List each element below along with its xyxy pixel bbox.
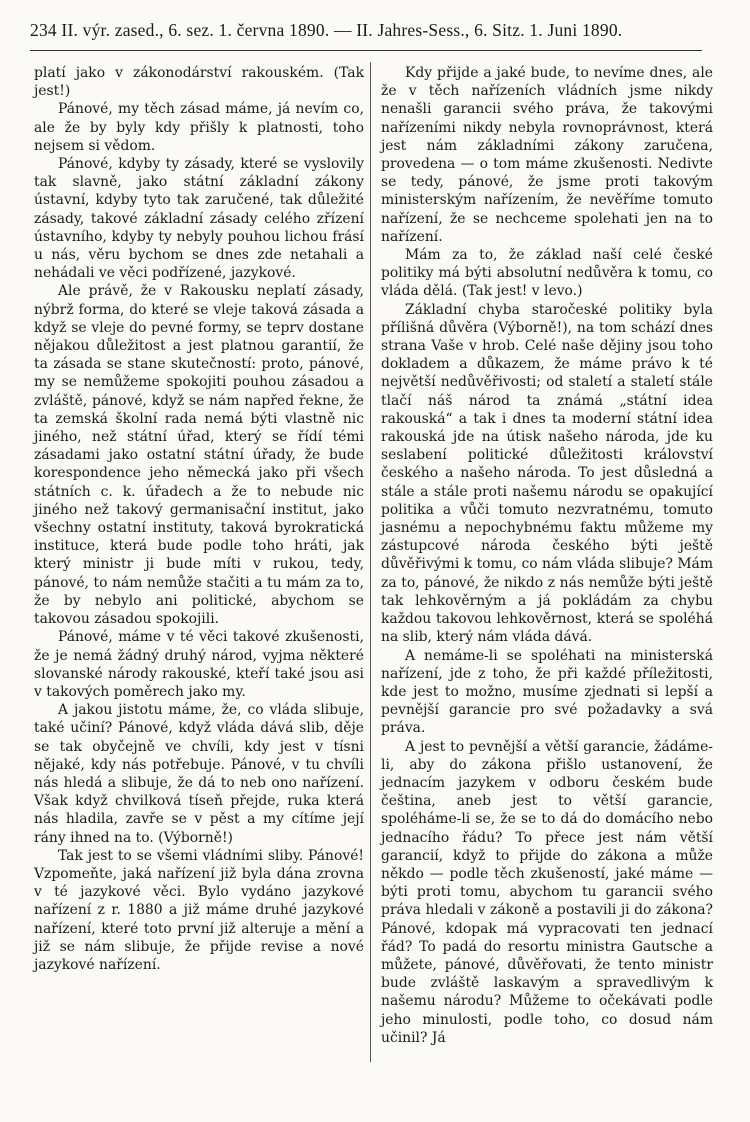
paragraph: A nemáme-li se spoléhati na ministerská nařízení, jde z toho, že při každé příležitosti, kde jest to možno, musíme zjednati si lepší a pevnější garancie pro své požadavky a svá práva. [381, 647, 713, 737]
paragraph: Mám za to, že základ naší celé české politiky má býti absolutní nedůvěra k tomu, co vláda dělá. (Tak jest! v levo.) [381, 247, 713, 300]
column-divider [370, 62, 371, 1062]
paragraph: A jakou jistotu máme, že, co vláda slibuje, také učiní? Pánové, když vláda dává slib, děje se tak obyčejně ve chvíli, kdy jest v tísni nějaké, kdy nás potřebuje. Pánové, v tu chvíli nás hledá a slibuje, že dá to neb ono nařízení. Však když chvilková tíseň přejde, ruka která nás hladila, zavře se v pěst a my cítíme její rány ihned na to. (Výborně!) [34, 702, 364, 846]
left-column [34, 64, 364, 974]
header-rule [30, 50, 702, 51]
paragraph: A jest to pevnější a větší garancie, žádáme-li, aby do zákona přišlo ustanovení, že jednacím jazykem v odboru českém bude čeština, aneb jest to větší garancie, spoléháme-li se, že se to dá do domácího nebo jednacího řádu? To přece jest nám větší garancií, když to přijde do zákona a může někdo — podle těch zkušeností, jaké máme — býti proti tomu, abychom tu garancii svého práva hledali v zákoně a postavili ji do zákona? Pánové, kdopak má vypracovati ten jednací řád? To padá do resortu ministra Gautsche a můžete, pánové, důvěřovati, že tento ministr bude zvláště laskavým a spravedlivým k našemu národu? Můžeme to očekávati podle jeho minulosti, podle toho, co dosud nám učinil? Já [381, 738, 713, 1046]
paragraph: platí jako v zákonodárství rakouském. (Tak jest!) [34, 65, 364, 100]
paragraph: Kdy přijde a jaké bude, to nevíme dnes, ale že v těch nařízeních vládních jsme nikdy nenašli garancii svého práva, že takovými nařízeními nikdy nebyla rovnoprávnost, která jest nám základními zákony zaručena, provedena — o tom máme zkušenosti. Nedivte se tedy, pánové, že jsme proti takovým ministerským nařízením, že nevěříme tomuto nařízení, že se nechceme spolehati jen na to nařízení. [381, 65, 713, 245]
paragraph: Pánové, my těch zásad máme, já nevím co, ale že by byly kdy přišly k platnosti, toho nejsem si vědom. [34, 101, 364, 154]
paragraph: Ale právě, že v Rakousku neplatí zásady, nýbrž forma, do které se vleje taková zásada a když se vleje do pevné formy, se teprv dostane nějakou důležitost a jest platnou garantií, že ta zásada se stane skutečností: proto, pánové, my se nemůžeme spokojiti pouhou zásadou a zvláště, pánové, když se nám napřed řekne, že ta zemská školní rada nemá býti vlastně nic jiného, než státní úřad, který se řídí témi zásadami jako ostatní státní úřady, že bude korespondence jeho německá jako při všech státních c. k. úřadech a že to nebude nic jiného než takový germanisační institut, jako všechny ostatní instituty, taková byrokratická instituce, která bude podle toho hráti, jak který ministr ji bude míti v rukou, tedy, pánové, to nám nemůže stačiti a tu mám za to, že by nebylo ani politické, abychom se takovou zásadou spokojili. [34, 283, 364, 628]
paragraph: Pánové, máme v té věci takové zkušenosti, že je nemá žádný druhý národ, vyjma některé slovanské národy rakouské, kteří také jsou asi v takových poměrech jako my. [34, 629, 364, 700]
page-header: 234 II. výr. zased., 6. sez. 1. června 1890. — II. Jahres-Sess., 6. Sitz. 1. Juni 1890. [30, 20, 623, 40]
right-column [381, 64, 713, 1047]
paragraph: Pánové, kdyby ty zásady, které se vyslovily tak slavně, jako státní základní zákony ústavní, kdyby tyto tak zaručené, tak důležité zásady, takové základní zásady celého zřízení ústavního, kdyby ty nebyly pouhou lichou frásí u nás, věru bychom se dnes zde netahali a nehádali ve věci podřízené, jazykové. [34, 156, 364, 282]
paragraph: Základní chyba staročeské politiky byla přílišná důvěra (Výborně!), na tom schází dnes strana Vaše v hrob. Celé naše dějiny jsou toho dokladem a důkazem, že máme právo k té největší nedůvěřivosti; od staletí a staletí stále tlačí náš národ ta známá „státní idea rakouská“ a tak i dnes ta moderní státní idea rakouská jde na útisk našeho národa, jde ku seslabení politické důležitosti království českého a našeho národa. To jest důsledná a stále a stále proti našemu národu se opakující politika a vůči tomuto nezvratnému, tomuto jasnému a nepochybnému faktu můžeme my zástupcové národa českého býti ještě důvěřivými k tomu, co nám vláda slibuje? Mám za to, pánové, že nikdo z nás nemůže býti ještě tak lehkověrným a já pokládám za chybu každou takovou lehkověrnost, která se spoléhá na slib, který nám vláda dává. [381, 301, 713, 646]
paragraph: Tak jest to se všemi vládními sliby. Pánové! Vzpomeňte, jaká nařízení již byla dána zrovna v té jazykové věci. Bylo vydáno jazykové nařízení z r. 1880 a již máme druhé jazykové nařízení, které toto první již alteruje a mění a již se nám slibuje, že přijde revise a nové jazykové nařízení. [34, 847, 364, 973]
